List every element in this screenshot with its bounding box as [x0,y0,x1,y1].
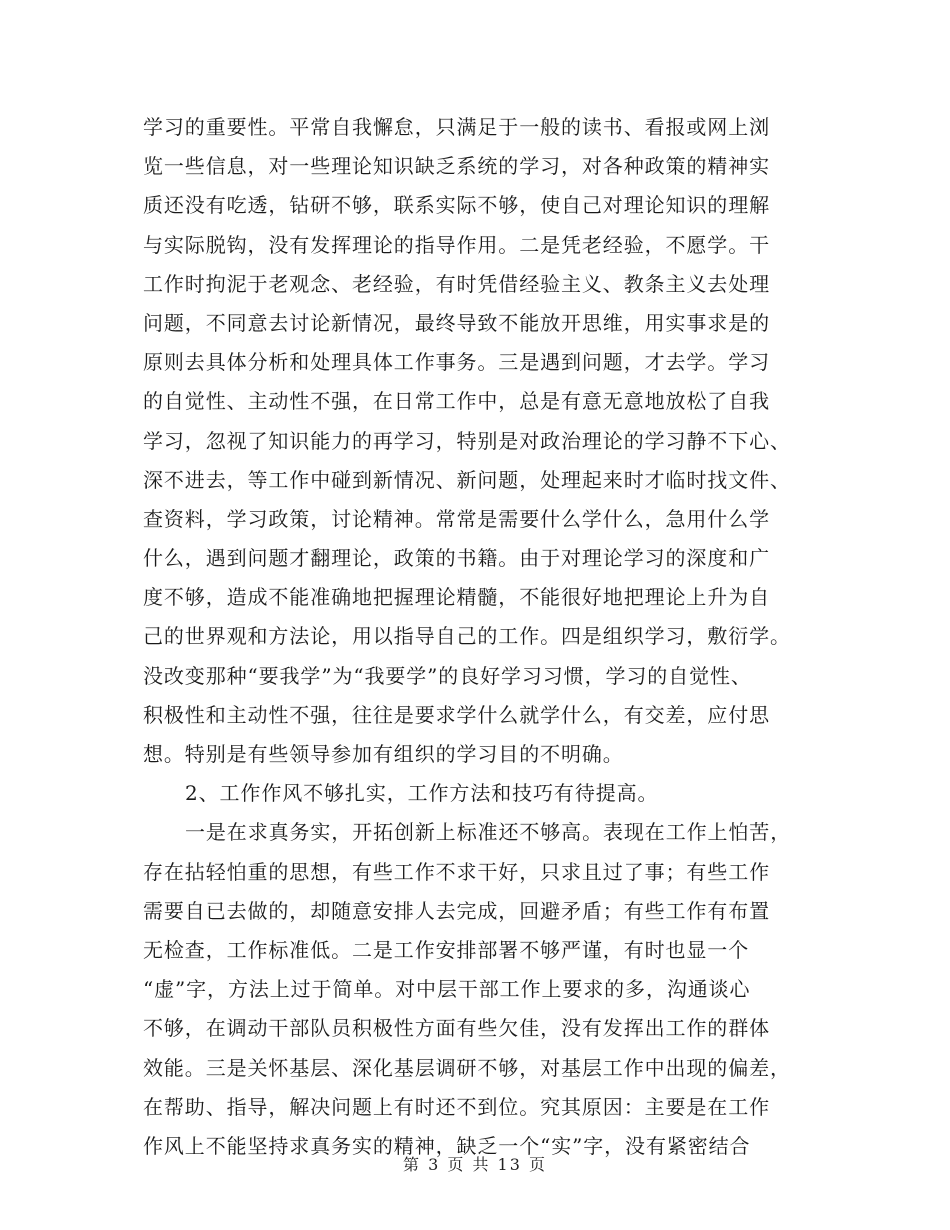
paragraph-start-line: 一是在求真务实，开拓创新上标准还不够高。表现在工作上怕苦， [185,820,792,845]
text-line: 原则去具体分析和处理具体工作事务。三是遇到问题，才去学。学习 [143,350,770,375]
text-line: 与实际脱钩，没有发挥理论的指导作用。二是凭老经验，不愿学。干 [143,232,770,257]
text-line: 无检查，工作标准低。二是工作安排部署不够严谨，有时也显一个 [143,937,750,962]
text-line: 需要自已去做的，却随意安排人去完成，回避矛盾；有些工作有布置 [143,898,770,923]
text-line: 不够，在调动干部队员积极性方面有些欠佳，没有发挥出工作的群体 [143,1016,770,1041]
page-number-footer: 第 3 页 共 13 页 [403,1155,547,1174]
text-line: 度不够，造成不能准确地把握理论精髓，不能很好地把理论上升为自 [143,585,770,610]
text-line: 学习，忽视了知识能力的再学习，特别是对政治理论的学习静不下心、 [143,428,791,453]
text-line: 质还没有吃透，钻研不够，联系实际不够，使自己对理论知识的理解 [143,193,770,218]
text-line: 深不进去，等工作中碰到新情况、新问题，处理起来时才临时找文件、 [143,467,791,492]
body-text [143,108,813,1166]
text-line: 想。特别是有些领导参加有组织的学习目的不明确。 [143,742,624,766]
text-line: 览一些信息，对一些理论知识缺乏系统的学习，对各种政策的精神实 [143,154,770,179]
text-line: 存在拈轻怕重的思想，有些工作不求干好，只求且过了事；有些工作 [143,859,770,884]
text-line: 积极性和主动性不强，往往是要求学什么就学什么，有交差，应付思 [143,702,770,727]
text-line: 问题，不同意去讨论新情况，最终导致不能放开思维，用实事求是的 [143,310,770,335]
text-line: “虚”字，方法上过于简单。对中层干部工作上要求的多，沟通谈心 [143,977,751,1002]
text-line: 没改变那种“要我学”为“我要学”的良好学习习惯，学习的自觉性、 [143,663,752,688]
text-line: 什么，遇到问题才翻理论，政策的书籍。由于对理论学习的深度和广 [143,546,770,571]
text-line: 的自觉性、主动性不强，在日常工作中，总是有意无意地放松了自我 [143,389,770,414]
text-line: 学习的重要性。平常自我懈怠，只满足于一般的读书、看报或网上浏 [143,115,770,139]
section-heading: 2、工作作风不够扎实，工作方法和技巧有待提高。 [185,781,659,806]
text-line: 在帮助、指导，解决问题上有时还不到位。究其原因：主要是在工作 [143,1094,770,1119]
text-line: 查资料，学习政策，讨论精神。常常是需要什么学什么，急用什么学 [143,506,770,531]
text-line: 工作时拘泥于老观念、老经验，有时凭借经验主义、教条主义去处理 [143,271,770,296]
text-line: 己的世界观和方法论，用以指导自己的工作。四是组织学习，敷衍学。 [143,624,791,649]
text-line: 作风上不能坚持求真务实的精神，缺乏一个“实”字，没有紧密结合 [143,1133,751,1158]
text-line: 效能。三是关怀基层、深化基层调研不够，对基层工作中出现的偏差， [143,1055,791,1080]
